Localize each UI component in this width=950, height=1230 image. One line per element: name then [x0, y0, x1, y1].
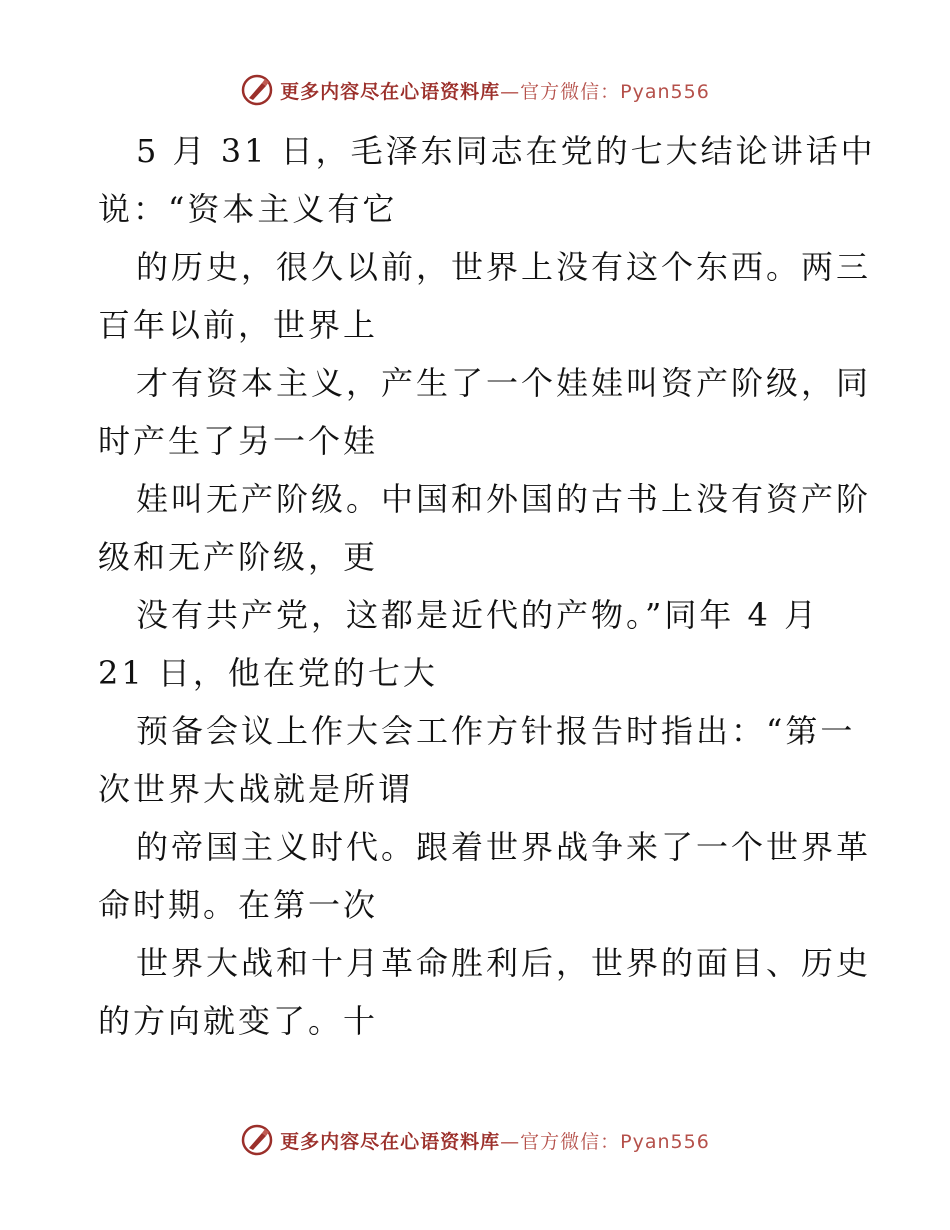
- paragraph: [98, 586, 858, 702]
- watermark-brand: 更多内容尽在心语资料库: [280, 1130, 501, 1153]
- header-watermark: [0, 70, 950, 110]
- paragraph-line: 才有资本主义，产生了一个娃娃叫资产阶级，同: [136, 364, 872, 402]
- paragraph-line: 21 日，他在党的七大: [98, 654, 438, 692]
- paragraph-line: 次世界大战就是所谓: [98, 770, 414, 808]
- document-body: [98, 122, 876, 1050]
- paragraph-line: 的帝国主义时代。跟着世界战争来了一个世界革: [136, 828, 872, 866]
- paragraph-line: 时产生了另一个娃: [98, 422, 379, 460]
- paragraph: [98, 354, 872, 470]
- watermark-brand: 更多内容尽在心语资料库: [280, 80, 501, 103]
- paragraph: [98, 238, 872, 354]
- paragraph: [98, 934, 872, 1050]
- footer-watermark: [0, 1120, 950, 1160]
- paragraph: [98, 818, 872, 934]
- paragraph: [98, 122, 876, 238]
- paragraph-line: 说：“资本主义有它: [98, 190, 398, 228]
- pen-logo-icon: [240, 1123, 274, 1157]
- paragraph-line: 命时期。在第一次: [98, 886, 379, 924]
- paragraph-line: 世界大战和十月革命胜利后，世界的面目、历史: [136, 944, 872, 982]
- paragraph-line: 5 月 31 日，毛泽东同志在党的七大结论讲话中: [136, 132, 876, 170]
- paragraph: [98, 702, 858, 818]
- paragraph-line: 的历史，很久以前，世界上没有这个东西。两三: [136, 248, 872, 286]
- paragraph-line: 娃叫无产阶级。中国和外国的古书上没有资产阶: [136, 480, 872, 518]
- paragraph-line: 的方向就变了。十: [98, 1002, 379, 1040]
- paragraph-line: 预备会议上作大会工作方针报告时指出：“第一: [136, 712, 856, 750]
- paragraph-line: 没有共产党，这都是近代的产物。”同年 4 月: [136, 596, 820, 634]
- paragraph-line: 级和无产阶级，更: [98, 538, 379, 576]
- paragraph-line: 百年以前，世界上: [98, 306, 379, 344]
- paragraph: [98, 470, 872, 586]
- pen-logo-icon: [240, 73, 274, 107]
- watermark-contact: —官方微信：Pyan556: [500, 1130, 710, 1153]
- watermark-contact: —官方微信：Pyan556: [500, 80, 710, 103]
